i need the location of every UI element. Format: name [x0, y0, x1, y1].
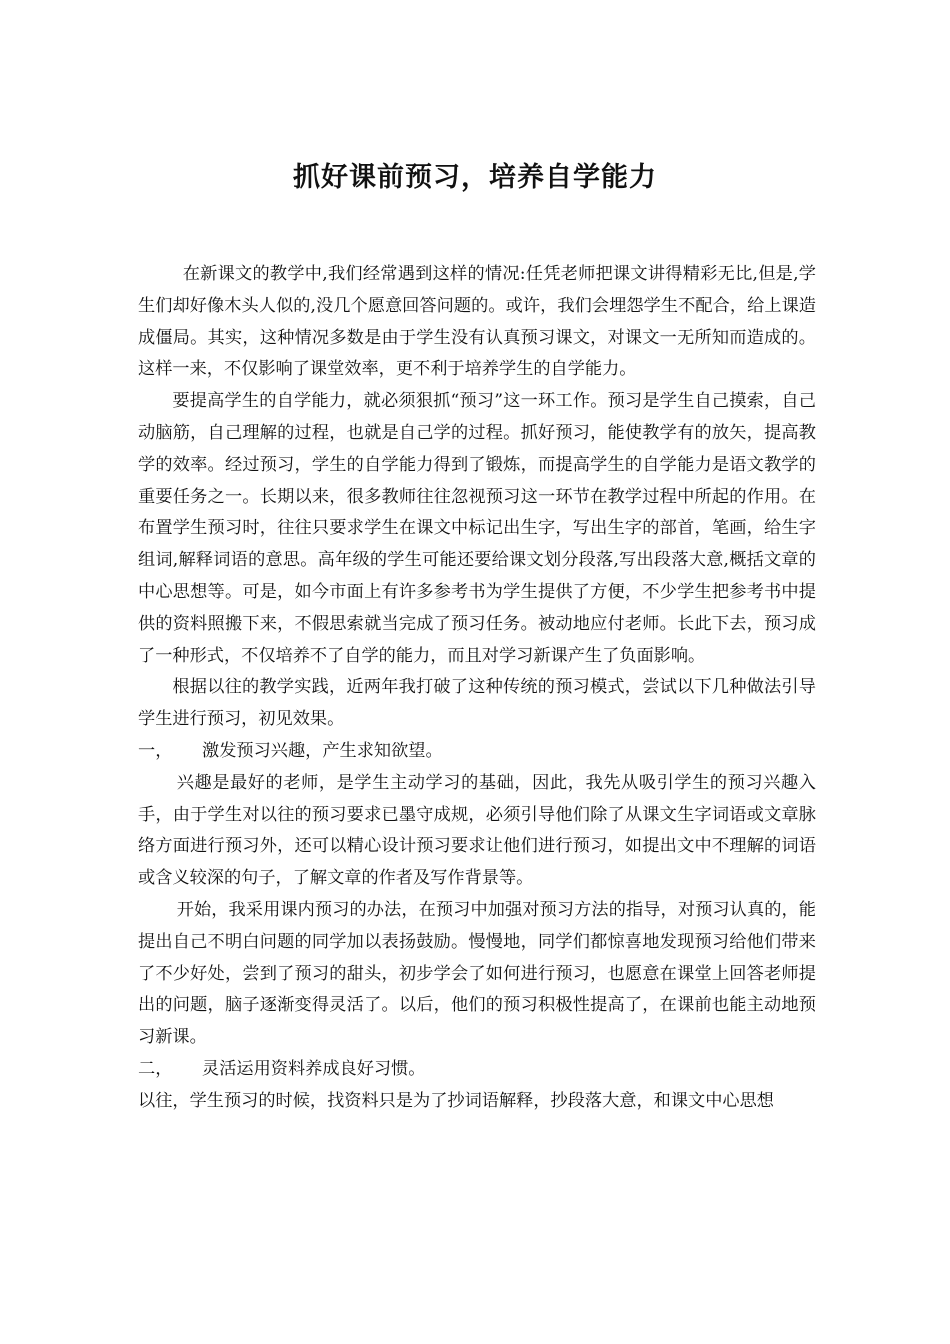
section-heading-1 — [138, 736, 816, 768]
paragraph-6: 以往，学生预习的时候，找资料只是为了抄词语解释，抄段落大意，和课文中心思想 — [138, 1090, 774, 1111]
document-title: 抓好课前预习，培养自学能力 — [293, 162, 657, 194]
section-heading-1-number: 一， — [138, 740, 173, 761]
paragraph-4: 兴趣是最好的老师，是学生主动学习的基础，因此，我先从吸引学生的预习兴趣入手，由于学生对以往的预习要求已墨守成规，必须引导他们除了从课文生字词语或文章脉络方面进行预习外，还可以精心设计预习要求让他们进行预习，如提出文中不理解的词语或含义较深的句子，了解文章的作者及写作背景等。 — [138, 772, 816, 889]
document-body — [138, 259, 816, 1118]
paragraph-2: 要提高学生的自学能力，就必须狠抓“预习”这一环工作。预习是学生自己摸索，自己动脑筋，自己理解的过程，也就是自己学的过程。抓好预习，能使教学有的放矢，提高教学的效率。经过预习，学生的自学能力得到了锻炼，而提高学生的自学能力是语文教学的重要任务之一。长期以来，很多教师往往忽视预习这一环节在教学过程中所起的作用。在布置学生预习时，往往只要求学生在课文中标记出生字，写出生字的部首，笔画，给生字组词,解释词语的意思。高年级的学生可能还要给课文划分段落,写出段落大意,概括文章的中心思想等。可是，如今市面上有许多参考书为学生提供了方便，不少学生把参考书中提供的资料照搬下来，不假思索就当完成了预习任务。被动地应付老师。长此下去，预习成了一种形式，不仅培养不了自学的能力，而且对学习新课产生了负面影响。 — [138, 391, 816, 666]
paragraph-3: 根据以往的教学实践，近两年我打破了这种传统的预习模式，尝试以下几种做法引导学生进行预习，初见效果。 — [138, 677, 816, 730]
section-heading-2-text: 灵活运用资料养成良好习惯。 — [202, 1058, 426, 1079]
paragraph-5: 开始，我采用课内预习的办法，在预习中加强对预习方法的指导，对预习认真的，能提出自己不明白问题的同学加以表扬鼓励。慢慢地，同学们都惊喜地发现预习给他们带来了不少好处，尝到了预习的甜头，初步学会了如何进行预习，也愿意在课堂上回答老师提出的问题，脑子逐渐变得灵活了。以后，他们的预习积极性提高了，在课前也能主动地预习新课。 — [138, 899, 816, 1048]
section-heading-2-number: 二， — [138, 1058, 173, 1079]
section-heading-1-text: 激发预习兴趣，产生求知欲望。 — [202, 740, 443, 761]
paragraph-1: 在新课文的教学中,我们经常遇到这样的情况:任凭老师把课文讲得精彩无比,但是,学生们却好像木头人似的,没几个愿意回答问题的。或许，我们会埋怨学生不配合，给上课造成僵局。其实，这种情况多数是由于学生没有认真预习课文，对课文一无所知而造成的。这样一来，不仅影响了课堂效率，更不利于培养学生的自学能力。 — [138, 264, 816, 380]
section-heading-2 — [138, 1054, 816, 1086]
